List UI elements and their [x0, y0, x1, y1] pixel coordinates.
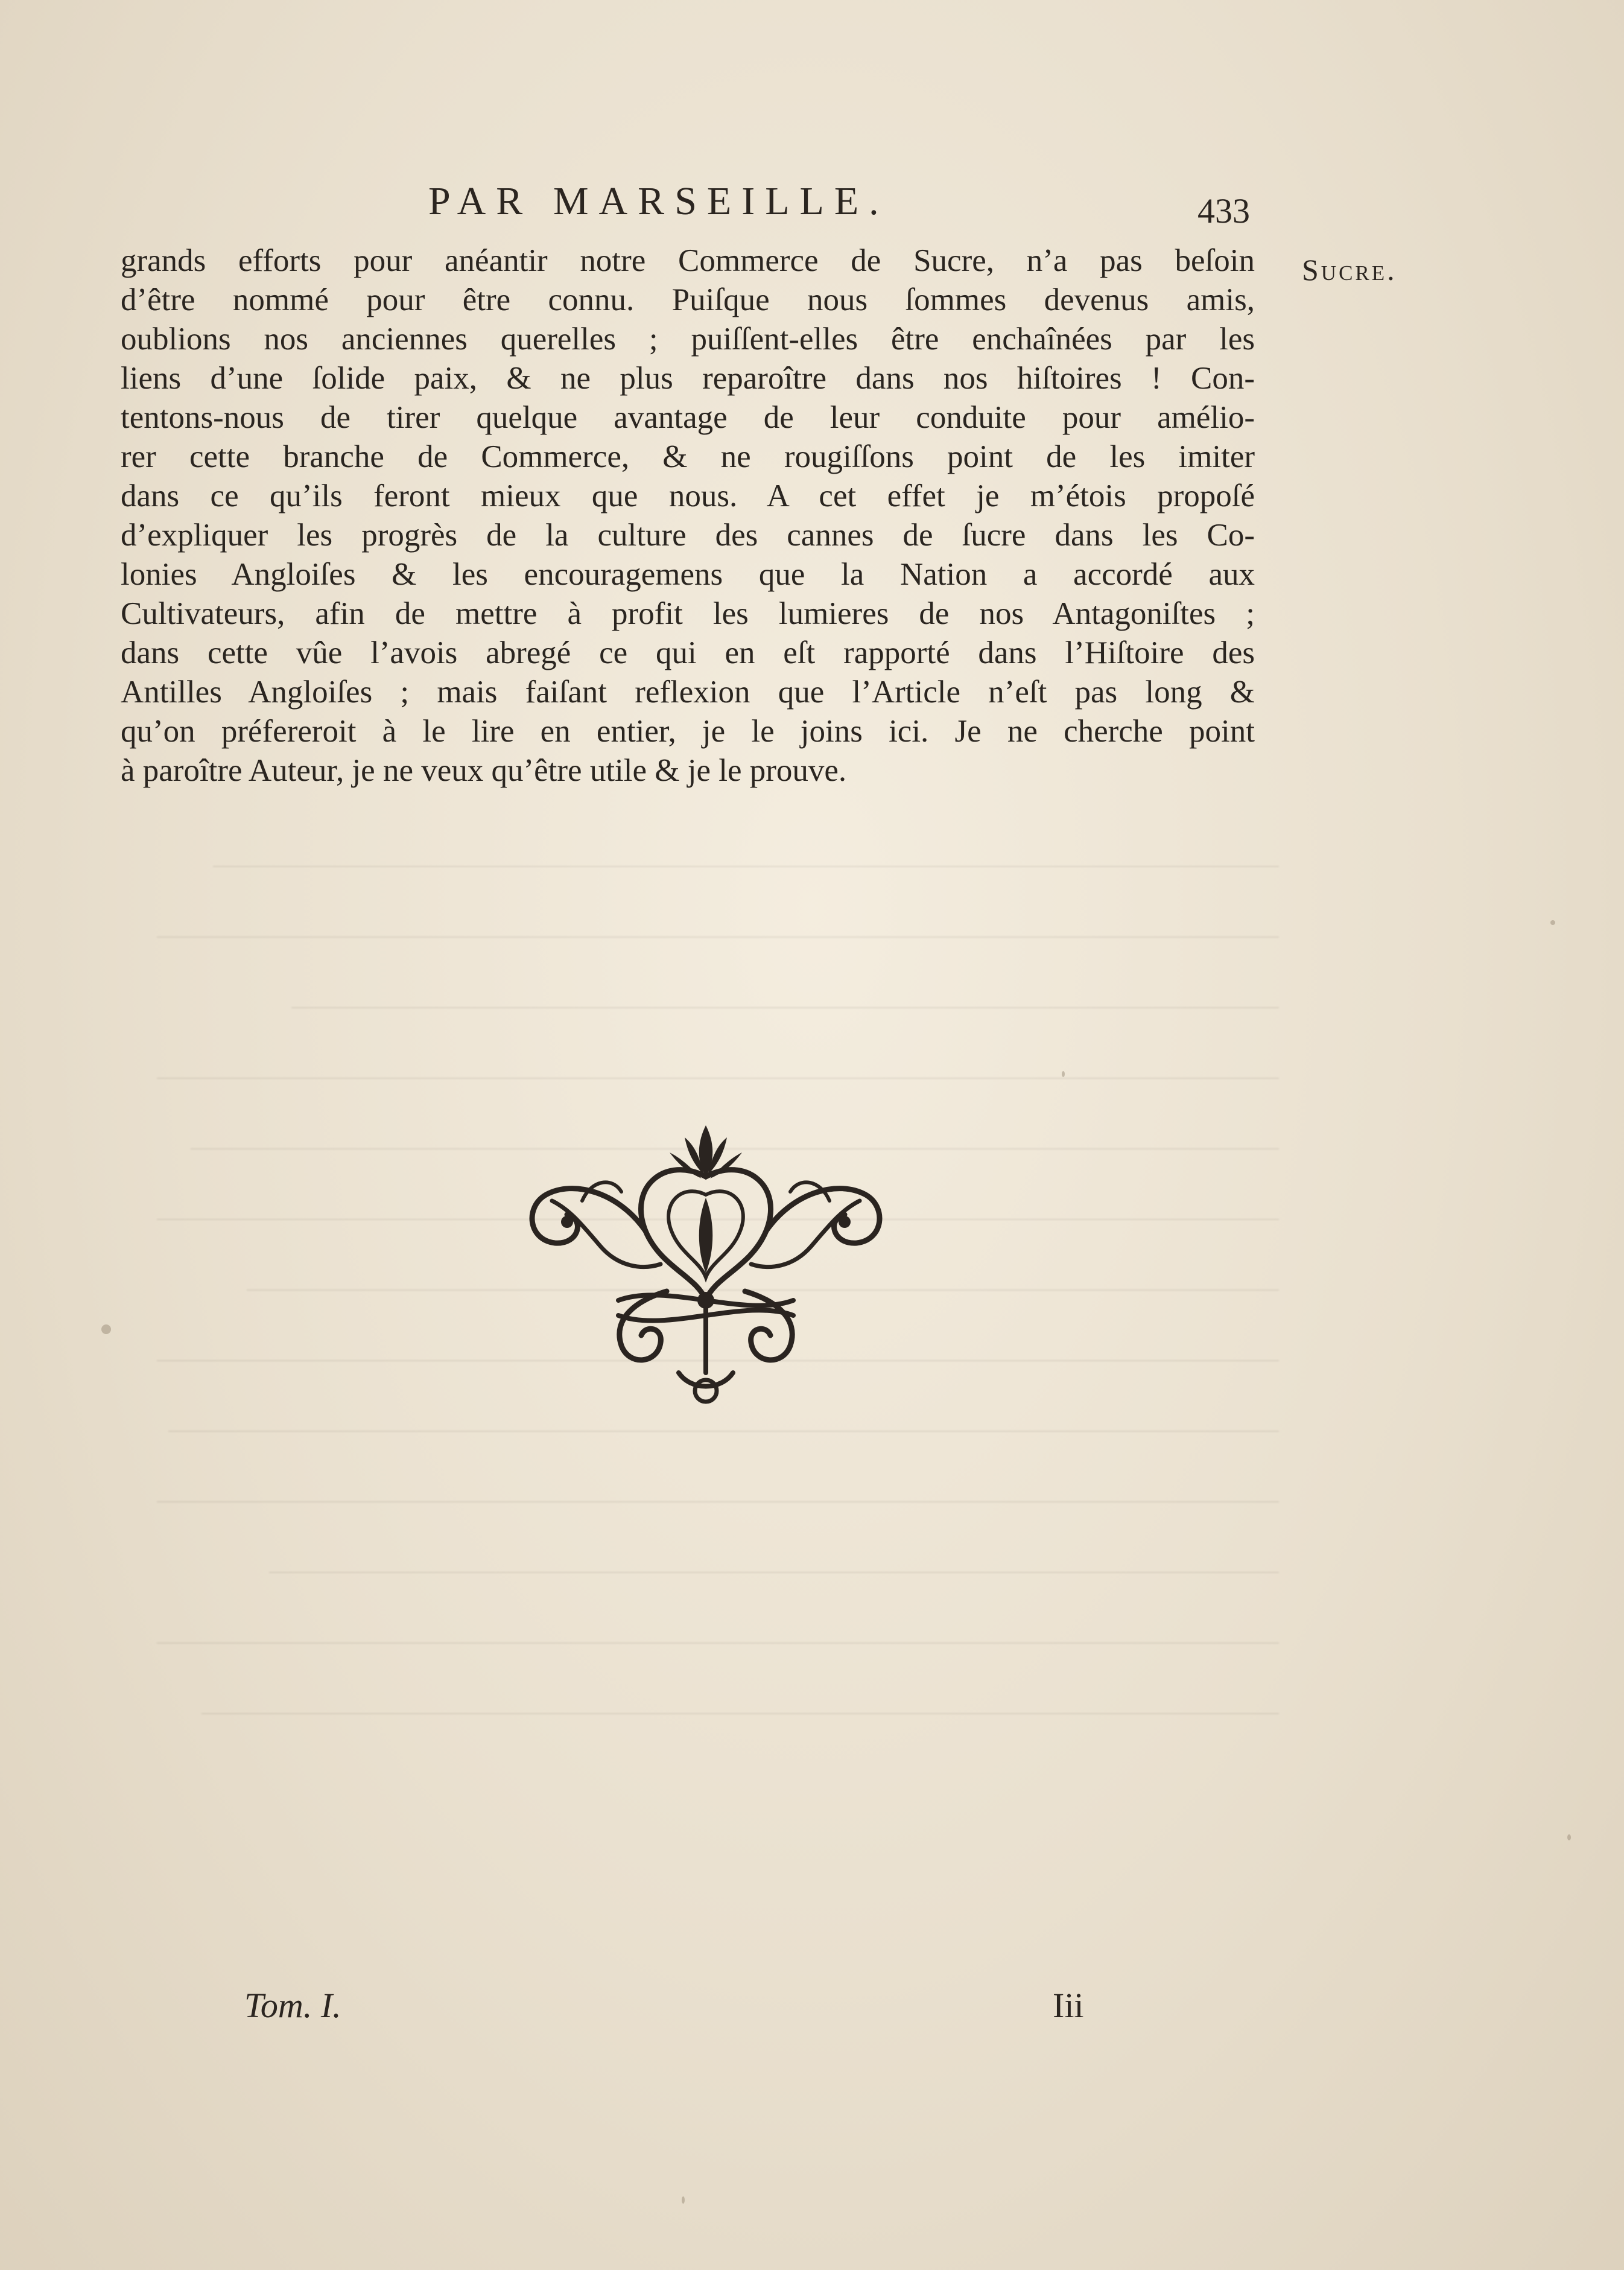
- volume-mark: Tom. I.: [244, 1986, 341, 2025]
- text-line: Cultivateurs, afin de mettre à profit les lumieres de nos Antagoniſtes ;: [121, 596, 1255, 631]
- text-line: qu’on préfereroit à le lire en entier, je le joins ici. Je ne cherche point: [121, 714, 1255, 749]
- text-line: d’expliquer les progrès de la culture des cannes de ſucre dans les Co-: [121, 518, 1255, 553]
- text-line: tentons-nous de tirer quelque avantage de leur conduite pour amélio-: [121, 400, 1255, 435]
- margin-note: Sucre.: [1302, 253, 1397, 287]
- running-title: PAR MARSEILLE.: [428, 179, 889, 223]
- text-line: liens d’une ſolide paix, & ne plus reparoître dans nos hiſtoires ! Con-: [121, 361, 1255, 396]
- text-line: dans ce qu’ils feront mieux que nous. A cet effet je m’étois propoſé: [121, 478, 1255, 513]
- text-line: grands efforts pour anéantir notre Commerce de Sucre, n’a pas beſoin: [121, 243, 1255, 278]
- paper-speck: [1550, 920, 1555, 925]
- text-line: oublions nos anciennes querelles ; puiſſent-elles être enchaînées par les: [121, 322, 1255, 357]
- text-line: d’être nommé pour être connu. Puiſque nous ſommes devenus amis,: [121, 282, 1255, 317]
- text-line: rer cette branche de Commerce, & ne rougiſſons point de les imiter: [121, 439, 1255, 474]
- paper-speck: [682, 2196, 685, 2204]
- text-line: à paroître Auteur, je ne veux qu’être utile & je le prouve.: [121, 753, 847, 788]
- paper-speck: [1567, 1834, 1571, 1840]
- running-head: [121, 179, 1327, 230]
- fleuron-ornament-icon: [516, 1119, 896, 1415]
- page-number: 433: [1197, 191, 1250, 230]
- text-line: lonies Angloiſes & les encouragemens que la Nation a accordé aux: [121, 557, 1255, 592]
- paper-speck: [101, 1324, 111, 1334]
- signature-mark: Iii: [1053, 1986, 1084, 2025]
- text-line: dans cette vûe l’avois abregé ce qui en eſt rapporté dans l’Hiſtoire des: [121, 635, 1255, 670]
- paper-speck: [1062, 1071, 1065, 1077]
- text-line: Antilles Angloiſes ; mais faiſant reflexion que l’Article n’eſt pas long &: [121, 675, 1255, 710]
- body-text: [121, 241, 1255, 790]
